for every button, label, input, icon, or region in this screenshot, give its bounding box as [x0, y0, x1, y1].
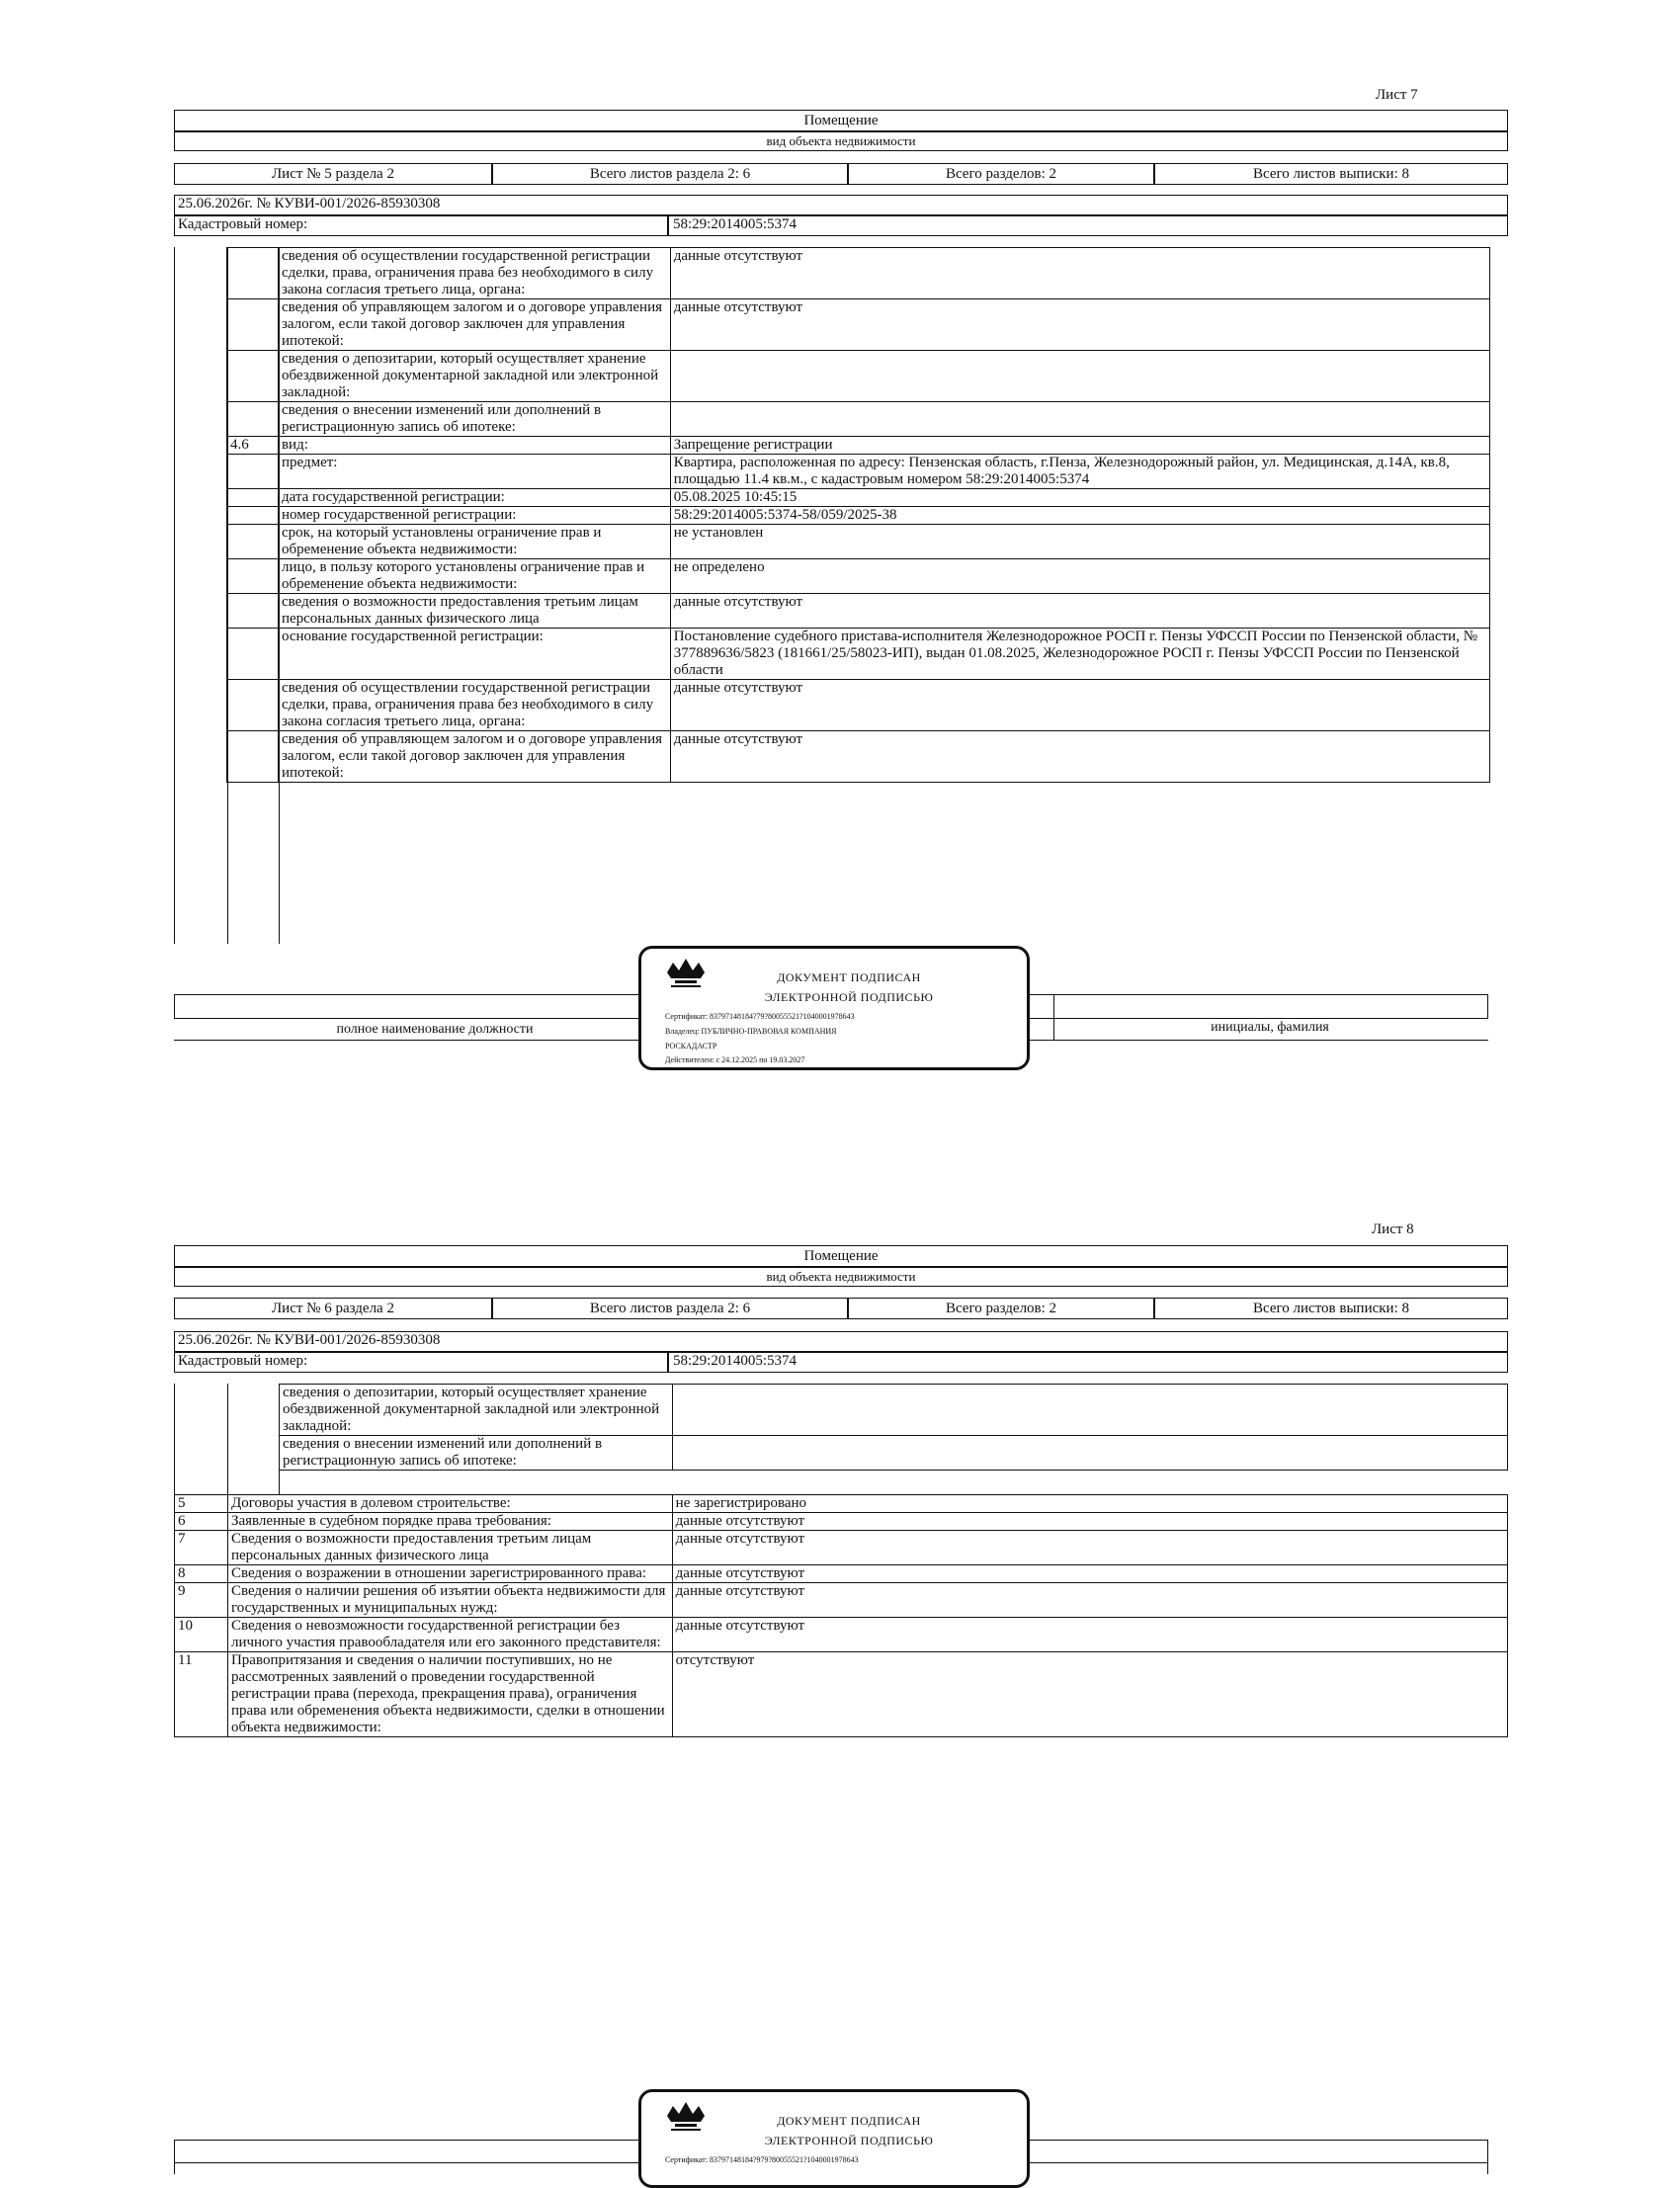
- table-row: [175, 1495, 1508, 1513]
- row-label: предмет:: [278, 455, 670, 489]
- row-value: данные отсутствуют: [670, 299, 1489, 351]
- row-value: данные отсутствуют: [672, 1618, 1507, 1652]
- table-row: [175, 1652, 1508, 1737]
- row-value: [670, 402, 1489, 437]
- row-number: [227, 594, 279, 629]
- row-number: 4.6: [227, 437, 279, 455]
- cadastral-label: Кадастровый номер:: [174, 1352, 668, 1373]
- row-number: [227, 680, 279, 731]
- row-value: 58:29:2014005:5374-58/059/2025-38: [670, 507, 1489, 525]
- total-sections: Всего разделов: 2: [848, 1298, 1154, 1319]
- row-number: [227, 248, 279, 299]
- total-sheets-section: Всего листов раздела 2: 6: [492, 163, 848, 185]
- signature-rule: [1053, 994, 1054, 1040]
- row-value: не установлен: [670, 525, 1489, 559]
- table-row: [227, 489, 1490, 507]
- object-type-caption: вид объекта недвижимости: [174, 131, 1508, 151]
- stamp-title-1: ДОКУМЕНТ ПОДПИСАН: [777, 2114, 921, 2128]
- object-type: Помещение: [174, 110, 1508, 131]
- row-label: Сведения о наличии решения об изъятии объекта недвижимости для государственных и муниципальных нужд:: [227, 1583, 672, 1618]
- table-row: [175, 1513, 1508, 1531]
- row-label: Сведения о невозможности государственной регистрации без личного участия правообладателя или его законного представителя:: [227, 1618, 672, 1652]
- table-row: [280, 1436, 1508, 1471]
- section-header: [174, 1298, 1508, 1319]
- table-row: [175, 1583, 1508, 1618]
- signature-rule: [1487, 2140, 1488, 2174]
- row-value: данные отсутствуют: [672, 1531, 1507, 1565]
- row-label: номер государственной регистрации:: [278, 507, 670, 525]
- table-row: [227, 507, 1490, 525]
- row-value: 05.08.2025 10:45:15: [670, 489, 1489, 507]
- table-row: [227, 351, 1490, 402]
- row-number: [227, 455, 279, 489]
- stamp-certificate: Сертификат: 83797148184?79?80055521?1040001978643: [665, 1012, 855, 1021]
- doc-reference: 25.06.2026г. № КУВИ-001/2026-85930308: [174, 195, 1508, 215]
- row-number: [227, 351, 279, 402]
- total-sections: Всего разделов: 2: [848, 163, 1154, 185]
- row-value: Запрещение регистрации: [670, 437, 1489, 455]
- row-value: не определено: [670, 559, 1489, 594]
- section-sheet: Лист № 6 раздела 2: [174, 1298, 492, 1319]
- row-label: сведения о внесении изменений или дополнений в регистрационную запись об ипотеке:: [278, 402, 670, 437]
- table-row: [227, 680, 1490, 731]
- stamp-owner-2: РОСКАДАСТР: [665, 1042, 717, 1051]
- total-sheets-section: Всего листов раздела 2: 6: [492, 1298, 848, 1319]
- sheet-number: Лист 8: [1372, 1221, 1414, 1237]
- table-row: [175, 1618, 1508, 1652]
- row-number: 9: [175, 1583, 228, 1618]
- encumbrance-table: [226, 247, 1490, 783]
- table-row: [280, 1385, 1508, 1436]
- total-sheets-extract: Всего листов выписки: 8: [1154, 1298, 1508, 1319]
- row-label: Сведения о возражении в отношении зарегистрированного права:: [227, 1565, 672, 1583]
- total-sheets-extract: Всего листов выписки: 8: [1154, 163, 1508, 185]
- row-number: [227, 402, 279, 437]
- row-label: Заявленные в судебном порядке права требования:: [227, 1513, 672, 1531]
- table-row: [227, 437, 1490, 455]
- table-row: [227, 525, 1490, 559]
- row-label: сведения о депозитарии, который осуществляет хранение обездвиженной документарной закладной или электронной закладной:: [278, 351, 670, 402]
- object-type-caption: вид объекта недвижимости: [174, 1267, 1508, 1287]
- name-caption: инициалы, фамилия: [1211, 1020, 1329, 1035]
- row-value: данные отсутствуют: [672, 1513, 1507, 1531]
- row-label: сведения об управляющем залогом и о договоре управления залогом, если такой договор заключен для управления ипотекой:: [278, 731, 670, 783]
- margin-rule: [227, 1384, 228, 1494]
- stamp-title-2: ЭЛЕКТРОННОЙ ПОДПИСЬЮ: [764, 990, 934, 1004]
- table-row: [227, 594, 1490, 629]
- row-number: [227, 299, 279, 351]
- row-value: [672, 1436, 1507, 1471]
- table-row: [227, 299, 1490, 351]
- row-label: Сведения о возможности предоставления третьим лицам персональных данных физического лица: [227, 1531, 672, 1565]
- row-number: 6: [175, 1513, 228, 1531]
- row-value: [670, 351, 1489, 402]
- table-row: [175, 1531, 1508, 1565]
- row-value: данные отсутствуют: [670, 731, 1489, 783]
- row-label: сведения об управляющем залогом и о договоре управления залогом, если такой договор заключен для управления ипотекой:: [278, 299, 670, 351]
- row-value: данные отсутствуют: [670, 248, 1489, 299]
- row-label: Правопритязания и сведения о наличии поступивших, но не рассмотренных заявлений о проведении государственной регистрации права (перехода, прекращения права), ограничения права или обременения объекта недвижимости, сделки в отношении объекта недвижимости:: [227, 1652, 672, 1737]
- row-label: основание государственной регистрации:: [278, 629, 670, 680]
- row-value: данные отсутствуют: [670, 680, 1489, 731]
- margin-rule: [174, 1384, 175, 1494]
- table-row: [227, 455, 1490, 489]
- row-label: сведения об осуществлении государственной регистрации сделки, права, ограничения права без необходимого в силу закона согласия третьего лица, органа:: [278, 248, 670, 299]
- e-signature-stamp: [638, 2089, 1030, 2188]
- signature-rule: [174, 994, 175, 1018]
- row-label: лицо, в пользу которого установлены ограничение прав и обременение объекта недвижимости:: [278, 559, 670, 594]
- row-value: отсутствуют: [672, 1652, 1507, 1737]
- sheet-number: Лист 7: [1376, 87, 1418, 103]
- cadastral-value: 58:29:2014005:5374: [668, 1352, 1508, 1373]
- section-header: [174, 163, 1508, 185]
- table-row: [227, 248, 1490, 299]
- row-label: вид:: [278, 437, 670, 455]
- row-number: 8: [175, 1565, 228, 1583]
- row-number: 7: [175, 1531, 228, 1565]
- stamp-certificate: Сертификат: 83797148184?979?80055521?1040001978643: [665, 2155, 859, 2164]
- sub-table: [279, 1384, 1508, 1471]
- row-value: Постановление судебного пристава-исполнителя Железнодорожное РОСП г. Пензы УФССП России по Пензенской области, № 377889636/5823 (181661/25/58023-ИП), выдан 01.08.2025, Железнодорожное РОСП г. Пензы УФССП России по Пензенской области: [670, 629, 1489, 680]
- row-number: 10: [175, 1618, 228, 1652]
- row-value: не зарегистрировано: [672, 1495, 1507, 1513]
- e-signature-stamp: [638, 946, 1030, 1070]
- position-caption: полное наименование должности: [336, 1022, 534, 1037]
- row-label: сведения о внесении изменений или дополнений в регистрационную запись об ипотеке:: [280, 1436, 673, 1471]
- row-number: [227, 559, 279, 594]
- row-label: дата государственной регистрации:: [278, 489, 670, 507]
- row-label: сведения о депозитарии, который осуществляет хранение обездвиженной документарной закладной или электронной закладной:: [280, 1385, 673, 1436]
- signature-rule: [1487, 994, 1488, 1018]
- margin-rule: [174, 247, 175, 944]
- stamp-title-2: ЭЛЕКТРОННОЙ ПОДПИСЬЮ: [764, 2134, 934, 2147]
- row-number: 5: [175, 1495, 228, 1513]
- row-value: данные отсутствуют: [672, 1565, 1507, 1583]
- sections-table: [174, 1494, 1508, 1737]
- doc-reference: 25.06.2026г. № КУВИ-001/2026-85930308: [174, 1331, 1508, 1352]
- table-row: [227, 629, 1490, 680]
- row-value: данные отсутствуют: [672, 1583, 1507, 1618]
- cadastral-value: 58:29:2014005:5374: [668, 215, 1508, 236]
- row-number: 11: [175, 1652, 228, 1737]
- cadastral-label: Кадастровый номер:: [174, 215, 668, 236]
- row-label: сведения об осуществлении государственной регистрации сделки, права, ограничения права без необходимого в силу закона согласия третьего лица, органа:: [278, 680, 670, 731]
- row-label: сведения о возможности предоставления третьим лицам персональных данных физического лица: [278, 594, 670, 629]
- signature-rule: [174, 2140, 175, 2174]
- row-number: [227, 525, 279, 559]
- row-number: [227, 489, 279, 507]
- row-number: [227, 731, 279, 783]
- section-sheet: Лист № 5 раздела 2: [174, 163, 492, 185]
- row-number: [227, 629, 279, 680]
- table-row: [175, 1565, 1508, 1583]
- row-value: Квартира, расположенная по адресу: Пензенская область, г.Пенза, Железнодорожный район, ул. Медицинская, д.14А, кв.8, площадью 11.4 кв.м., с кадастровым номером 58:29:2014005:5374: [670, 455, 1489, 489]
- row-number: [227, 507, 279, 525]
- row-label: Договоры участия в долевом строительстве:: [227, 1495, 672, 1513]
- row-value: [672, 1385, 1507, 1436]
- table-row: [227, 731, 1490, 783]
- stamp-owner: Владелец: ПУБЛИЧНО-ПРАВОВАЯ КОМПАНИЯ: [665, 1027, 837, 1036]
- stamp-validity: Действителен: с 24.12.2025 по 19.03.2027: [665, 1055, 805, 1064]
- stamp-title-1: ДОКУМЕНТ ПОДПИСАН: [777, 970, 921, 984]
- object-type: Помещение: [174, 1245, 1508, 1267]
- row-value: данные отсутствуют: [670, 594, 1489, 629]
- table-row: [227, 559, 1490, 594]
- table-row: [227, 402, 1490, 437]
- row-label: срок, на который установлены ограничение прав и обременение объекта недвижимости:: [278, 525, 670, 559]
